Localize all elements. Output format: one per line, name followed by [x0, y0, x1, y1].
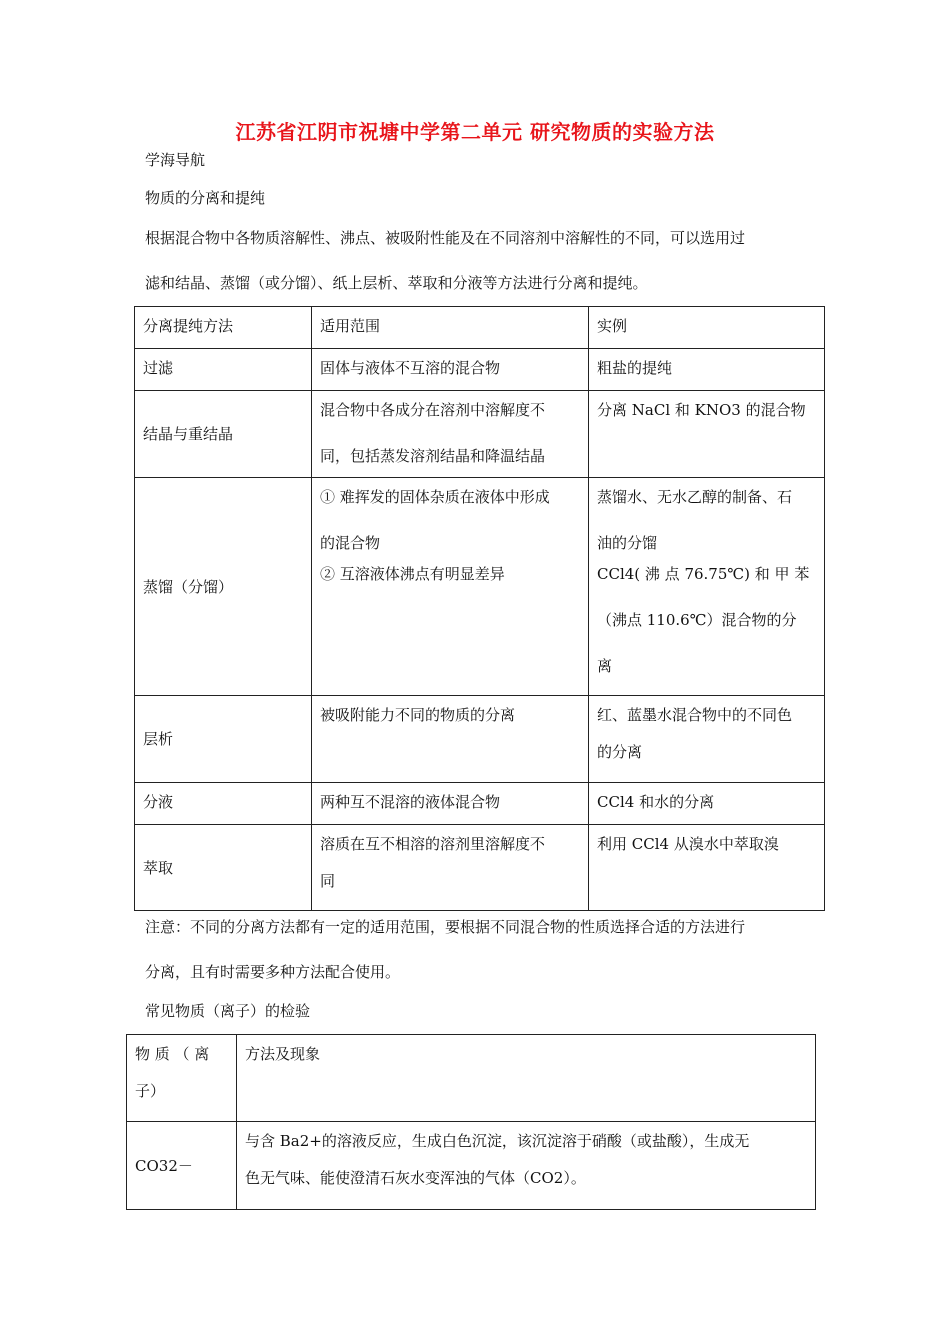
separation-methods-table [134, 306, 825, 911]
example-cell: 粗盐的提纯 [589, 349, 825, 391]
table-row [135, 696, 825, 783]
section-heading-guide: 学海导航 [145, 151, 206, 169]
example-cell: 蒸馏水、无水乙醇的制备、石 油的分馏 CCl4( 沸 点 76.75℃) 和 甲 苯 （沸点 110.6℃）混合物的分 离 [589, 478, 825, 696]
ion-detection-table [126, 1034, 816, 1210]
subsection-heading-detection: 常见物质（离子）的检验 [145, 1002, 311, 1020]
table-row [135, 783, 825, 825]
table-row [135, 391, 825, 478]
scope-cell: 两种互不混溶的液体混合物 [312, 783, 589, 825]
table-row [135, 478, 825, 696]
header-substance-line-1: 物 质 （ 离 [135, 1045, 210, 1063]
method-cell: 与含 Ba2+的溶液反应，生成白色沉淀，该沉淀溶于硝酸（或盐酸），生成无 色无气味、能使澄清石灰水变浑浊的气体（CO2）。 [237, 1122, 816, 1210]
example-cell: 分离 NaCl 和 KNO3 的混合物 [589, 391, 825, 478]
note-paragraph-line-1: 注意：不同的分离方法都有一定的适用范围，要根据不同混合物的性质选择合适的方法进行 [145, 918, 746, 936]
table-row [127, 1122, 816, 1210]
table-header-cell: 适用范围 [312, 307, 589, 349]
intro-paragraph-line-1: 根据混合物中各物质溶解性、沸点、被吸附性能及在不同溶剂中溶解性的不同，可以选用过 [145, 229, 746, 247]
method-cell: 结晶与重结晶 [135, 391, 312, 478]
scope-cell: 被吸附能力不同的物质的分离 [312, 696, 589, 783]
document-title: 江苏省江阴市祝塘中学第二单元 研究物质的实验方法 [235, 120, 715, 144]
note-paragraph-line-2: 分离，且有时需要多种方法配合使用。 [145, 963, 401, 981]
scope-cell: 混合物中各成分在溶剂中溶解度不 同，包括蒸发溶剂结晶和降温结晶 [312, 391, 589, 478]
header-substance-line-2: 子） [135, 1082, 166, 1100]
subsection-heading-separation: 物质的分离和提纯 [145, 189, 266, 207]
table-row [135, 825, 825, 911]
table-header-cell: 实例 [589, 307, 825, 349]
method-cell: 过滤 [135, 349, 312, 391]
table-header-row [127, 1035, 816, 1122]
table-header-row [135, 307, 825, 349]
scope-cell: 固体与液体不互溶的混合物 [312, 349, 589, 391]
method-cell: 层析 [135, 696, 312, 783]
table-header-cell: 分离提纯方法 [135, 307, 312, 349]
example-cell: 利用 CCl4 从溴水中萃取溴 [589, 825, 825, 911]
table-header-cell [127, 1035, 237, 1122]
scope-cell: 溶质在互不相溶的溶剂里溶解度不 同 [312, 825, 589, 911]
method-cell: 萃取 [135, 825, 312, 911]
example-cell: 红、蓝墨水混合物中的不同色 的分离 [589, 696, 825, 783]
example-cell: CCl4 和水的分离 [589, 783, 825, 825]
table-row [135, 349, 825, 391]
method-cell: 蒸馏（分馏） [135, 478, 312, 696]
substance-cell: CO32－ [127, 1122, 237, 1210]
scope-cell: ① 难挥发的固体杂质在液体中形成 的混合物 ② 互溶液体沸点有明显差异 [312, 478, 589, 696]
table-header-cell: 方法及现象 [237, 1035, 816, 1122]
intro-paragraph-line-2: 滤和结晶、蒸馏（或分馏）、纸上层析、萃取和分液等方法进行分离和提纯。 [145, 274, 648, 292]
method-cell: 分液 [135, 783, 312, 825]
